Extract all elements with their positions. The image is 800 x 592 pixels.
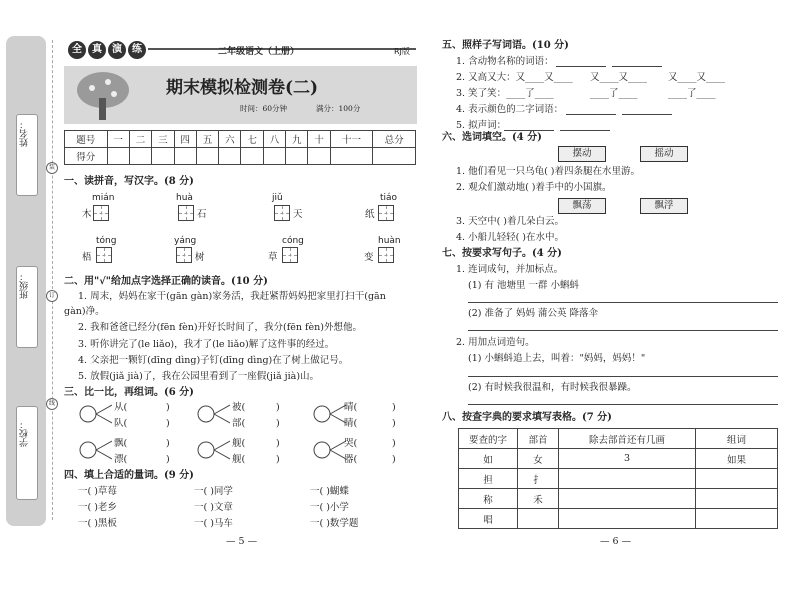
q3-word: 被(: [232, 402, 246, 413]
score-cell[interactable]: [373, 148, 416, 165]
score-row-label: 得分: [65, 148, 108, 165]
q2-line: gàn)净。: [64, 306, 105, 317]
answer-line[interactable]: [468, 330, 778, 331]
writing-grid[interactable]: [282, 247, 298, 263]
measure-item: 一( )黑板: [78, 518, 117, 529]
score-cell[interactable]: [241, 148, 263, 165]
q5-line: 又____又____: [668, 72, 726, 83]
q3-word: 舰(: [232, 438, 246, 449]
answer-line[interactable]: [612, 66, 662, 67]
dict-answer-cell[interactable]: [696, 509, 778, 529]
q5-line: 2. 又高又大：又____又____: [456, 72, 573, 83]
dict-cell: 3: [559, 449, 696, 469]
answer-line[interactable]: [622, 114, 672, 115]
score-header: 四: [174, 131, 196, 148]
q2-heading: 二、用"√"给加点字选择正确的读音。(10 分): [64, 276, 268, 287]
brand-pill: 演: [108, 41, 126, 59]
q7-heading: 七、按要求写句子。(4 分): [442, 248, 562, 259]
q3-close: ): [276, 454, 280, 465]
binding-hole: 订: [46, 290, 58, 302]
score-header: 九: [286, 131, 308, 148]
class-label: 班级：: [20, 272, 30, 299]
dict-cell: 如: [459, 449, 518, 469]
answer-line[interactable]: [560, 130, 610, 131]
q3-word: 部(: [232, 418, 246, 429]
measure-item: 一( )小学: [310, 502, 349, 513]
dict-header: 除去部首还有几画: [559, 429, 696, 449]
q2-line: 5. 放假(jiǎ jià)了，我在公园里看到了一座假(jiǎ jià)山。: [78, 371, 320, 382]
q3-close: ): [392, 418, 396, 429]
q7-line: (1) 有 池塘里 一群 小蝌蚪: [468, 280, 580, 291]
q3-close: ): [166, 454, 170, 465]
score-header: 十一: [330, 131, 373, 148]
measure-item: 一( )老乡: [78, 502, 117, 513]
dictionary-table: [458, 428, 778, 529]
dict-answer-cell[interactable]: [559, 489, 696, 509]
binding-hole: 装: [46, 162, 58, 174]
q3-heading: 三、比一比，再组词。(6 分): [64, 387, 194, 398]
q3-word: 晴(: [344, 402, 358, 413]
q5-line: ____了____: [590, 88, 638, 99]
q1-heading: 一、读拼音，写汉字。(8 分): [64, 176, 194, 187]
score-table: [64, 130, 416, 165]
measure-item: 一( )数学题: [310, 518, 359, 529]
char: 天: [293, 209, 303, 220]
q5-line: 4. 表示颜色的二字词语：: [456, 104, 564, 115]
cut-line: [52, 40, 53, 520]
writing-grid[interactable]: [96, 247, 112, 263]
answer-line[interactable]: [468, 376, 778, 377]
char: 梧: [82, 252, 92, 263]
score-cell[interactable]: [330, 148, 373, 165]
q3-word: 睛(: [344, 418, 358, 429]
page-number: — 6 —: [600, 536, 632, 547]
score-cell[interactable]: [174, 148, 196, 165]
q3-close: ): [166, 418, 170, 429]
q6-line: 4. 小船儿轻轻( )在水中。: [456, 232, 565, 243]
score-header: 七: [241, 131, 263, 148]
score-cell[interactable]: [152, 148, 174, 165]
score-header: 六: [219, 131, 241, 148]
q3-word: 舰(: [232, 454, 246, 465]
q3-close: ): [392, 402, 396, 413]
q3-word: 飘(: [114, 438, 128, 449]
q5-line: 3. 笑了笑：____了____: [456, 88, 554, 99]
q3-close: ): [166, 402, 170, 413]
writing-grid[interactable]: [274, 205, 290, 221]
q8-heading: 八、按查字典的要求填写表格。(7 分): [442, 412, 612, 423]
q7-line: (1) 小蝌蚪追上去，叫着："妈妈，妈妈！": [468, 353, 646, 364]
char: 纸: [365, 209, 375, 220]
answer-line[interactable]: [556, 66, 606, 67]
measure-item: 一( )文章: [194, 502, 233, 513]
dict-cell: 扌: [518, 469, 559, 489]
answer-line[interactable]: [468, 302, 778, 303]
brand-pill: 全: [68, 41, 86, 59]
q3-close: ): [166, 438, 170, 449]
answer-line[interactable]: [468, 404, 778, 405]
flower-bracket-icon: [78, 437, 112, 463]
q2-line: 4. 父亲把一颗钉(dīng dìng)子钉(dīng dìng)在了树上做记号。: [78, 355, 349, 366]
q7-line: (2) 有时候我很温和，有时候我很暴躁。: [468, 382, 637, 393]
flower-bracket-icon: [312, 437, 346, 463]
flower-bracket-icon: [196, 401, 230, 427]
pinyin: mián: [92, 193, 115, 203]
dict-answer-cell[interactable]: [518, 509, 559, 529]
flower-bracket-icon: [196, 437, 230, 463]
dict-cell: 女: [518, 449, 559, 469]
q3-word: 哭(: [344, 438, 358, 449]
score-header: 题号: [65, 131, 108, 148]
dict-cell: 称: [459, 489, 518, 509]
char: 草: [268, 252, 278, 263]
writing-grid[interactable]: [378, 205, 394, 221]
brand-pill: 真: [88, 41, 106, 59]
measure-item: 一( )草莓: [78, 486, 117, 497]
answer-line[interactable]: [504, 130, 554, 131]
score-header: 十: [308, 131, 330, 148]
score-cell[interactable]: [107, 148, 129, 165]
exam-title: 期末模拟检测卷(二): [166, 78, 319, 98]
dict-header: 部首: [518, 429, 559, 449]
dict-header: 要查的字: [459, 429, 518, 449]
score-cell[interactable]: [308, 148, 330, 165]
q3-close: ): [392, 454, 396, 465]
score-header: 八: [263, 131, 285, 148]
pinyin: tóng: [96, 236, 117, 246]
measure-item: 一( )蝴蝶: [310, 486, 349, 497]
q5-line: 5. 拟声词：: [456, 120, 507, 131]
word-box: 摇动: [640, 146, 688, 162]
word-box: 飘浮: [640, 198, 688, 214]
pinyin: cóng: [282, 236, 304, 246]
writing-grid[interactable]: [178, 205, 194, 221]
q7-line: (2) 准备了 妈妈 蒲公英 降落伞: [468, 308, 599, 319]
q5-line: 1. 含动物名称的词语：: [456, 56, 554, 67]
q3-close: ): [276, 438, 280, 449]
char: 树: [195, 252, 205, 263]
edition-label: RJ版: [394, 47, 410, 56]
dict-answer-cell[interactable]: [559, 469, 696, 489]
q3-word: 漂(: [114, 454, 128, 465]
q6-heading: 六、选词填空。(4 分): [442, 132, 542, 143]
q6-line: 3. 天空中( )着几朵白云。: [456, 216, 565, 227]
q7-line: 1. 连词成句，并加标点。: [456, 264, 564, 275]
q6-line: 2. 观众们激动地( )着手中的小国旗。: [456, 182, 612, 193]
flower-bracket-icon: [78, 401, 112, 427]
page-number: — 5 —: [226, 536, 258, 547]
flower-bracket-icon: [312, 401, 346, 427]
q5-heading: 五、照样子写词语。(10 分): [442, 40, 569, 51]
writing-grid[interactable]: [93, 205, 109, 221]
dict-answer-cell[interactable]: [559, 509, 696, 529]
score-header: 五: [196, 131, 218, 148]
score-cell[interactable]: [263, 148, 285, 165]
q3-close: ): [276, 402, 280, 413]
score-cell[interactable]: [196, 148, 218, 165]
dict-header: 组词: [696, 429, 778, 449]
q2-line: 2. 我和爸爸已经分(fēn fèn)开好长时间了，我分(fēn fèn)外想他。: [78, 322, 362, 333]
q4-heading: 四、填上合适的量词。(9 分): [64, 470, 194, 481]
dict-answer-cell[interactable]: [696, 489, 778, 509]
writing-grid[interactable]: [378, 247, 394, 263]
q3-word: 器(: [344, 454, 358, 465]
dict-cell: 禾: [518, 489, 559, 509]
school-label: 学校：: [20, 420, 30, 447]
word-box: 飘荡: [558, 198, 606, 214]
measure-item: 一( )同学: [194, 486, 233, 497]
score-cell[interactable]: [219, 148, 241, 165]
q7-line: 2. 用加点词造句。: [456, 337, 535, 348]
measure-item: 一( )马车: [194, 518, 233, 529]
q6-line: 1. 他们看见一只乌龟( )着四条腿在水里游。: [456, 166, 641, 177]
dict-answer-cell[interactable]: [696, 469, 778, 489]
pinyin: tiáo: [380, 193, 398, 203]
writing-grid[interactable]: [176, 247, 192, 263]
name-label: 姓名：: [20, 120, 30, 147]
binding-hole: 线: [46, 398, 58, 410]
q2-line: 3. 听你讲完了(le liǎo)，我才了(le liǎo)解了这件事的经过。: [78, 339, 335, 350]
score-header: 总分: [373, 131, 416, 148]
pinyin: huàn: [378, 236, 401, 246]
q3-close: ): [276, 418, 280, 429]
q5-line: ____了____: [668, 88, 716, 99]
subject-label: 二年级语文（上册）: [218, 47, 300, 57]
pinyin: jiǔ: [272, 193, 283, 203]
answer-line[interactable]: [566, 114, 616, 115]
score-label: 满分：100分: [316, 104, 361, 113]
pinyin: yáng: [174, 236, 197, 246]
char: 变: [364, 252, 374, 263]
score-cell[interactable]: [129, 148, 151, 165]
q3-word: 队(: [114, 418, 128, 429]
dict-cell: 如果: [696, 449, 778, 469]
q2-line: 1. 周末，妈妈在家干(gān gàn)家务活，我赶紧帮妈妈把家里打扫干(gān: [78, 291, 386, 302]
q5-line: 又____又____: [590, 72, 648, 83]
score-header: 一: [107, 131, 129, 148]
time-label: 时间：60分钟: [240, 104, 288, 113]
score-header: 三: [152, 131, 174, 148]
score-header: 二: [129, 131, 151, 148]
pinyin: huà: [176, 193, 193, 203]
char: 木: [82, 209, 92, 220]
word-box: 摆动: [558, 146, 606, 162]
q3-word: 从(: [114, 402, 128, 413]
brand-pill: 练: [128, 41, 146, 59]
tree-illustration: [72, 68, 134, 122]
score-cell[interactable]: [286, 148, 308, 165]
dict-cell: 担: [459, 469, 518, 489]
q3-close: ): [392, 438, 396, 449]
char: 石: [197, 209, 207, 220]
dict-cell: 唱: [459, 509, 518, 529]
